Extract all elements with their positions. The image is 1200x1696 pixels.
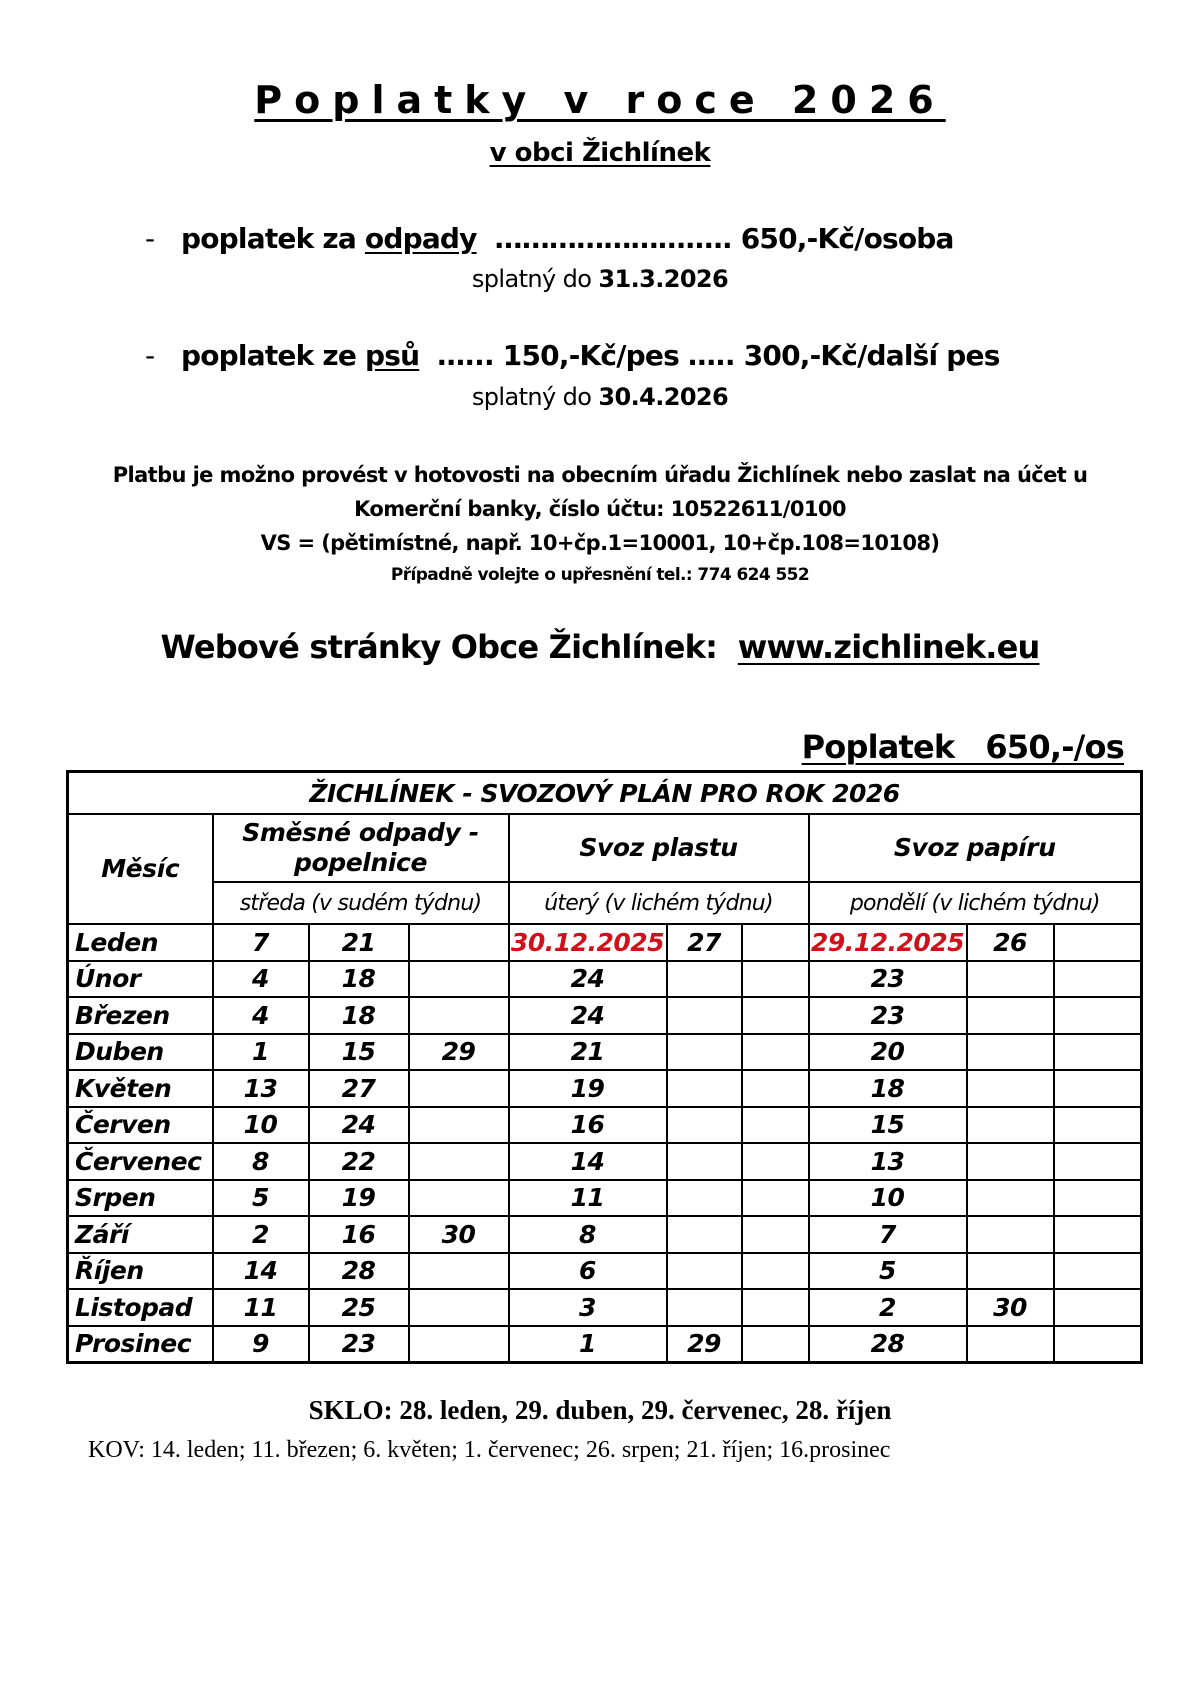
plastic-date [742, 997, 809, 1034]
mixed-date: 18 [309, 997, 409, 1034]
mixed-date: 18 [309, 961, 409, 998]
mixed-date: 13 [213, 1070, 309, 1107]
paper-date [967, 997, 1054, 1034]
paper-date [1054, 1289, 1142, 1326]
plastic-date [742, 961, 809, 998]
mixed-date: 4 [213, 997, 309, 1034]
payment-info-phone: Případně volejte o upřesnění tel.: 774 624 552 [390, 565, 810, 585]
plastic-date [667, 1070, 742, 1107]
schedule-title: ŽICHLÍNEK - SVOZOVÝ PLÁN PRO ROK 2026 [68, 772, 1142, 815]
month-cell: Červen [68, 1107, 213, 1144]
paper-date: 20 [809, 1034, 967, 1071]
mixed-date: 14 [213, 1253, 309, 1290]
table-row [68, 997, 1142, 1034]
mixed-date [409, 961, 509, 998]
paper-date [967, 961, 1054, 998]
plastic-date [667, 1180, 742, 1217]
mixed-date [409, 1107, 509, 1144]
plastic-date: 27 [667, 924, 742, 961]
paper-header: Svoz papíru [809, 814, 1142, 882]
paper-date: 26 [967, 924, 1054, 961]
month-cell: Prosinec [68, 1326, 213, 1363]
paper-date [1054, 1180, 1142, 1217]
bullet-dash: - [145, 339, 155, 372]
mixed-date: 29 [409, 1034, 509, 1071]
paper-date [1054, 1107, 1142, 1144]
plastic-date [742, 1216, 809, 1253]
table-row [68, 1070, 1142, 1107]
paper-date [967, 1253, 1054, 1290]
mixed-waste-day: středa (v sudém týdnu) [213, 882, 509, 924]
page-title [0, 78, 1200, 122]
table-row [68, 1107, 1142, 1144]
mixed-date [409, 1180, 509, 1217]
plastic-date [742, 1289, 809, 1326]
paper-date-highlight: 29.12.2025 [809, 924, 967, 961]
payment-info-account: Komerční banky, číslo účtu: 10522611/0100 [354, 497, 846, 521]
bullet-dash: - [145, 222, 155, 255]
paper-date [967, 1143, 1054, 1180]
payment-info-vs: VS = (pětimístné, např. 10+čp.1=10001, 10+čp.108=10108) [260, 531, 940, 555]
mixed-date: 21 [309, 924, 409, 961]
paper-date: 5 [809, 1253, 967, 1290]
paper-date: 23 [809, 961, 967, 998]
page-subtitle [0, 138, 1200, 168]
mixed-date: 30 [409, 1216, 509, 1253]
mixed-date: 7 [213, 924, 309, 961]
mixed-date: 15 [309, 1034, 409, 1071]
mixed-date: 27 [309, 1070, 409, 1107]
plastic-date: 6 [509, 1253, 667, 1290]
plastic-date [742, 1107, 809, 1144]
paper-date [967, 1034, 1054, 1071]
website-label: Webové stránky Obce Žichlínek: [160, 628, 738, 666]
paper-date: 30 [967, 1289, 1054, 1326]
plastic-date: 24 [509, 961, 667, 998]
table-row [68, 1143, 1142, 1180]
paper-date: 23 [809, 997, 967, 1034]
table-row [68, 1216, 1142, 1253]
paper-date [1054, 1326, 1142, 1363]
fee-waste-keyword: odpady [364, 222, 477, 255]
month-cell: Duben [68, 1034, 213, 1071]
mixed-waste-header-text: Směsné odpady - popelnice [242, 818, 479, 877]
mixed-date [409, 1289, 509, 1326]
mixed-date: 24 [309, 1107, 409, 1144]
fee-waste-amount: ………………….…. 650,-Kč/osoba [476, 222, 954, 255]
table-row [68, 1289, 1142, 1326]
paper-date [1054, 1216, 1142, 1253]
fee-dogs-prefix: poplatek ze [181, 339, 365, 372]
plastic-date: 19 [509, 1070, 667, 1107]
mixed-date [409, 1143, 509, 1180]
website-link[interactable]: www.zichlinek.eu [737, 628, 1040, 666]
paper-day: pondělí (v lichém týdnu) [809, 882, 1142, 924]
table-row [68, 1253, 1142, 1290]
paper-date [1054, 997, 1142, 1034]
plastic-date [742, 1253, 809, 1290]
paper-date: 15 [809, 1107, 967, 1144]
plastic-date: 24 [509, 997, 667, 1034]
paper-date: 2 [809, 1289, 967, 1326]
plastic-date [667, 1289, 742, 1326]
table-row [68, 961, 1142, 998]
table-row [68, 1034, 1142, 1071]
website-line [0, 628, 1200, 666]
collection-schedule-table [66, 770, 1143, 1364]
plastic-date: 1 [509, 1326, 667, 1363]
paper-date: 10 [809, 1180, 967, 1217]
mixed-waste-header [213, 814, 509, 882]
due-date: 31.3.2026 [598, 265, 729, 293]
plastic-date: 14 [509, 1143, 667, 1180]
mixed-date: 8 [213, 1143, 309, 1180]
due-label: splatný do [471, 265, 599, 293]
plastic-date [667, 1034, 742, 1071]
paper-date [1054, 1253, 1142, 1290]
plastic-date [667, 1143, 742, 1180]
plastic-date [667, 1107, 742, 1144]
month-cell: Listopad [68, 1289, 213, 1326]
month-cell: Květen [68, 1070, 213, 1107]
fee-dogs-due [0, 383, 1200, 411]
page-subtitle-text: v obci Žichlínek [489, 138, 711, 168]
paper-date [1054, 1070, 1142, 1107]
mixed-date [409, 997, 509, 1034]
month-header: Měsíc [68, 814, 213, 924]
mixed-date: 10 [213, 1107, 309, 1144]
plastic-date: 8 [509, 1216, 667, 1253]
mixed-date [409, 1070, 509, 1107]
month-cell: Leden [68, 924, 213, 961]
plastic-date-highlight: 30.12.2025 [509, 924, 667, 961]
plastic-date [742, 1070, 809, 1107]
mixed-date [409, 1326, 509, 1363]
fee-waste [145, 222, 954, 255]
month-cell: Říjen [68, 1253, 213, 1290]
page-title-text: Poplatky v roce 2026 [254, 78, 946, 122]
mixed-date: 25 [309, 1289, 409, 1326]
mixed-date [409, 1253, 509, 1290]
mixed-date: 1 [213, 1034, 309, 1071]
month-cell: Únor [68, 961, 213, 998]
plastic-date [667, 1216, 742, 1253]
fee-dogs-amount: …... 150,-Kč/pes ….. 300,-Kč/další pes [419, 339, 1000, 372]
mixed-date [409, 924, 509, 961]
fee-waste-due [0, 265, 1200, 293]
mixed-date: 23 [309, 1326, 409, 1363]
paper-date [967, 1107, 1054, 1144]
plastic-date [667, 997, 742, 1034]
mixed-date: 19 [309, 1180, 409, 1217]
plastic-date [742, 1326, 809, 1363]
mixed-date: 4 [213, 961, 309, 998]
mixed-date: 28 [309, 1253, 409, 1290]
table-row [68, 924, 1142, 961]
mixed-date: 16 [309, 1216, 409, 1253]
month-cell: Září [68, 1216, 213, 1253]
glass-collection-dates: SKLO: 28. leden, 29. duben, 29. červenec, 28. říjen [308, 1395, 892, 1425]
plastic-date [742, 1180, 809, 1217]
paper-date [967, 1070, 1054, 1107]
paper-date [1054, 1034, 1142, 1071]
due-date: 30.4.2026 [598, 383, 729, 411]
paper-date: 18 [809, 1070, 967, 1107]
plastic-date [667, 961, 742, 998]
plastic-date [742, 1143, 809, 1180]
mixed-date: 5 [213, 1180, 309, 1217]
plastic-date [667, 1253, 742, 1290]
month-cell: Srpen [68, 1180, 213, 1217]
table-row [68, 1326, 1142, 1363]
fee-waste-prefix: poplatek za [181, 222, 365, 255]
paper-date [967, 1180, 1054, 1217]
month-cell: Březen [68, 997, 213, 1034]
paper-date [967, 1216, 1054, 1253]
metal-collection-dates: KOV: 14. leden; 11. březen; 6. květen; 1. červenec; 26. srpen; 21. říjen; 16.prosinec [88, 1437, 891, 1463]
paper-date: 28 [809, 1326, 967, 1363]
fee-dogs-keyword: psů [365, 339, 420, 372]
due-label: splatný do [471, 383, 599, 411]
paper-date: 7 [809, 1216, 967, 1253]
plastic-day: úterý (v lichém týdnu) [509, 882, 809, 924]
payment-info-line1: Platbu je možno provést v hotovosti na obecním úřadu Žichlínek nebo zaslat na účet u [112, 463, 1088, 487]
plastic-date [742, 924, 809, 961]
fee-dogs [145, 339, 1000, 372]
plastic-date [742, 1034, 809, 1071]
plastic-date: 21 [509, 1034, 667, 1071]
plastic-header: Svoz plastu [509, 814, 809, 882]
plastic-date: 3 [509, 1289, 667, 1326]
month-cell: Červenec [68, 1143, 213, 1180]
mixed-date: 9 [213, 1326, 309, 1363]
paper-date [1054, 1143, 1142, 1180]
table-row [68, 1180, 1142, 1217]
plastic-date: 11 [509, 1180, 667, 1217]
plastic-date: 16 [509, 1107, 667, 1144]
plastic-date: 29 [667, 1326, 742, 1363]
fee-note: Poplatek 650,-/os [801, 728, 1124, 766]
paper-date [967, 1326, 1054, 1363]
paper-date: 13 [809, 1143, 967, 1180]
paper-date [1054, 924, 1142, 961]
paper-date [1054, 961, 1142, 998]
mixed-date: 2 [213, 1216, 309, 1253]
mixed-date: 11 [213, 1289, 309, 1326]
mixed-date: 22 [309, 1143, 409, 1180]
